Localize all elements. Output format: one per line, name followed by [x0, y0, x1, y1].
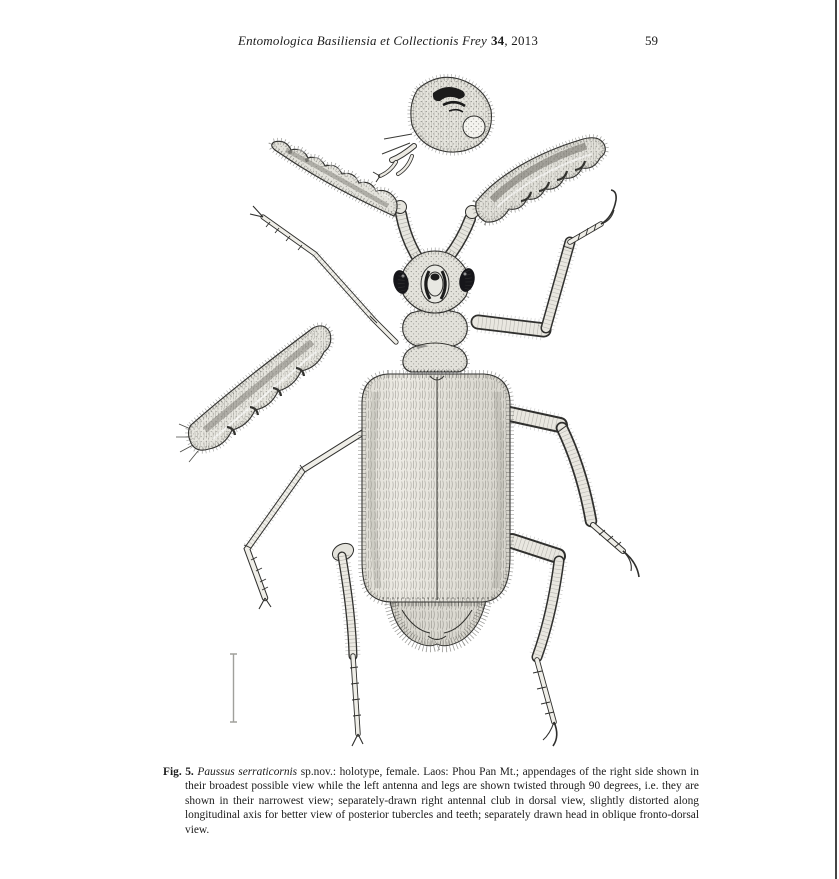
journal-title: Entomologica Basiliensia et Collectionis Frey: [237, 33, 487, 48]
separate-head-drawing: [373, 77, 491, 182]
separate-antennal-club: [176, 326, 331, 462]
species-name: Paussus serraticornis: [197, 766, 298, 778]
beetle-head: [391, 251, 477, 313]
figure-label: Fig. 5.: [163, 766, 194, 778]
caption-text: sp.nov.: holotype, female. Laos: Phou Pan Mt.; appendages of the right side shown in their broadest possible view while the left antenna and legs are shown twisted through 90 degrees, i.e. they are shown in their narrowest view; separately-drawn right antennal club in dorsal view, slightly distorted along longitudinal axis for better view of posterior tubercles and teeth; separately drawn head in oblique fronto-dorsal view.: [185, 766, 699, 836]
right-hindleg: [512, 541, 559, 746]
page-edge-shadow: [835, 0, 837, 879]
pronotum: [403, 310, 468, 373]
abdomen-tip: [390, 600, 486, 646]
left-hindleg: [330, 540, 363, 746]
volume-number: 34: [490, 33, 505, 48]
year: , 2013: [504, 33, 539, 48]
page-number: 59: [645, 33, 658, 48]
right-antenna: [448, 138, 605, 258]
elytra: [362, 374, 510, 602]
frontal-disc: [421, 265, 449, 303]
figure-caption: [163, 765, 699, 837]
scale-bar: [230, 654, 237, 722]
separate-head-eye: [463, 116, 485, 138]
left-foreleg: [250, 206, 396, 342]
